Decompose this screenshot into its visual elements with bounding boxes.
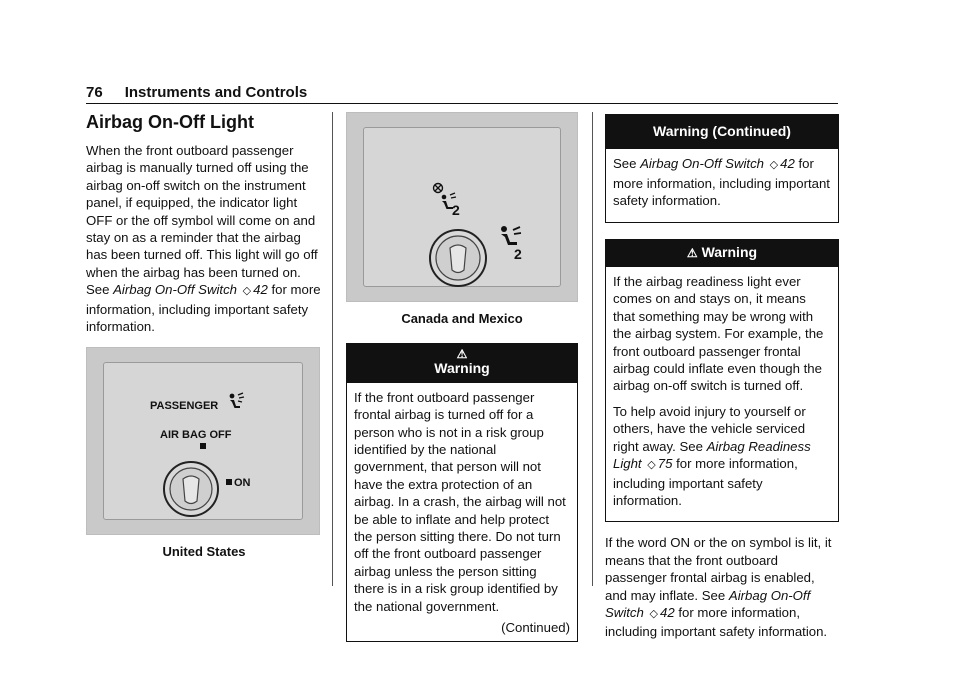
airbag-switch-knob-canada	[426, 226, 490, 290]
section-heading: Airbag On-Off Light	[86, 112, 254, 132]
airbag-off-symbol-icon	[432, 182, 466, 218]
xref-link[interactable]: Airbag Readiness Light	[613, 438, 811, 472]
section-title: Instruments and Controls	[124, 84, 308, 101]
warning-icon: ⚠	[686, 245, 698, 260]
warning-icon: ⚠	[456, 347, 468, 362]
warning-continued-box	[605, 114, 839, 223]
passenger-airbag-icon	[226, 391, 246, 411]
continued-label: (Continued)	[501, 620, 570, 636]
page-number: 76	[86, 84, 103, 101]
xref-link[interactable]: Airbag On-Off Switch	[605, 587, 811, 620]
passenger-label: PASSENGER	[150, 400, 219, 413]
xref-link[interactable]: Airbag On-Off Switch	[113, 282, 237, 298]
canada-mexico-switch-figure	[346, 112, 578, 302]
page-ref-icon: ◇	[649, 607, 658, 620]
warning-continued-text: See Airbag On-Off Switch ◇ 42 for more information, including important safety information.	[613, 156, 830, 209]
warning-title: Warning	[434, 360, 490, 377]
airbag-off-label: AIR BAG OFF	[160, 429, 232, 442]
column-divider-left	[332, 112, 333, 586]
warning-box	[346, 343, 578, 641]
xref-link[interactable]: Airbag On-Off Switch	[640, 156, 764, 172]
xref-page[interactable]: 42	[780, 156, 795, 172]
warning-box-readiness	[605, 239, 839, 523]
figure-caption-canada: Canada and Mexico	[401, 311, 523, 326]
on-symbol-paragraph: If the word ON or the on symbol is lit, it means that the front outboard passenger frontal airbag is enabled, and may inflate. See Airbag On-Off Switch ◇ 42 for more information, including important safety information.	[605, 535, 832, 640]
xref-page[interactable]: 75	[657, 456, 673, 472]
page-ref-icon: ◇	[769, 159, 779, 172]
on-label: ON	[234, 477, 251, 490]
column-divider-right	[592, 112, 593, 586]
xref-page[interactable]: 42	[253, 282, 268, 298]
xref-page[interactable]: 42	[659, 604, 675, 620]
on-indicator-square	[226, 479, 232, 485]
column-1	[86, 110, 322, 561]
page-header	[86, 84, 838, 104]
seat-number-on: 2	[514, 246, 522, 262]
intro-paragraph: When the front outboard passenger airbag is manually turned off using the airbag on-off switch on the instrument panel, if equipped, the indicator light OFF or the off symbol will come on and stay on as a reminder that the airbag has been turned off. This light will go off when the airbag has been turned on. See Airbag On-Off Switch ◇ 42 for more information, including important safety information.	[86, 143, 321, 335]
column-3	[605, 110, 839, 649]
seat-number-off: 2	[452, 202, 460, 218]
warning-title: Warning	[701, 243, 758, 260]
figure-caption-us: United States	[162, 544, 246, 560]
off-indicator-square	[200, 443, 206, 449]
us-switch-figure	[86, 347, 320, 535]
page-ref-icon: ◇	[647, 459, 656, 472]
airbag-switch-knob	[160, 458, 222, 520]
warning-continued-title: Warning (Continued)	[606, 115, 838, 149]
readiness-warning-p2: To help avoid injury to yourself or others, have the vehicle serviced right away. See Airbag Readiness Light ◇ 75 for more information, including important safety information.	[613, 403, 811, 508]
column-2	[346, 110, 578, 654]
page-ref-icon: ◇	[242, 285, 252, 298]
warning-text: If the front outboard passenger frontal airbag is turned off for a person who is not in a risk group identified by the national government, that person will not have the extra protection of an airbag. In a crash, the airbag will not be able to inflate and help protect the person sitting there. Do not turn off the front outboard passenger airbag unless the person sitting there is in a risk group identified by the national government.	[354, 389, 566, 614]
readiness-warning-p1: If the airbag readiness light ever comes on and stays on, it means that something may be wrong with the airbag system. For example, the front outboard passenger frontal airbag could inflate even though the airbag on-off switch is turned off.	[613, 274, 824, 394]
